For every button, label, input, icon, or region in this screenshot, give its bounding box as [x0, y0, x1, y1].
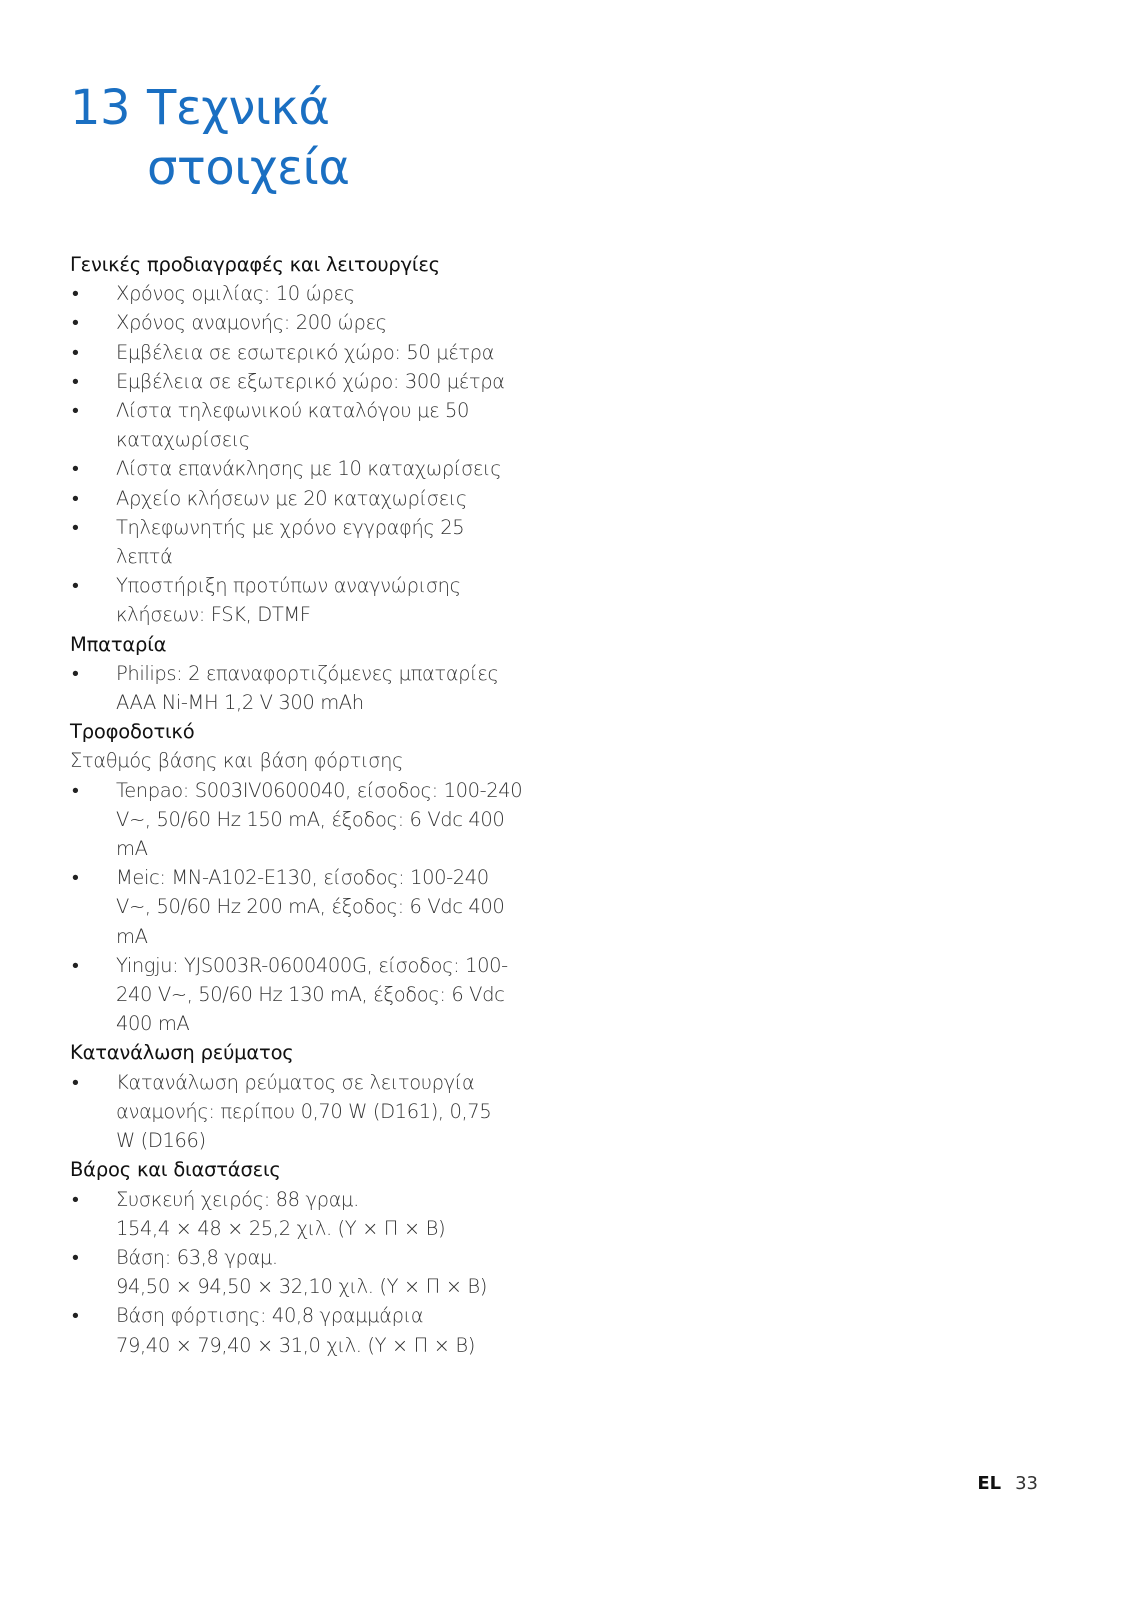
list-item-text: Λίστα επανάκλησης με 10 καταχωρίσεις — [116, 457, 502, 481]
list-item — [70, 1301, 530, 1359]
list-item — [70, 367, 530, 396]
list-item-text: Εμβέλεια σε εξωτερικό χώρο: 300 μέτρα — [116, 369, 505, 393]
bullet-mark: • — [72, 282, 79, 306]
list-item-text: Κατανάλωση ρεύματος σε λειτουργία — [116, 1070, 475, 1094]
section-heading-consumption: Κατανάλωση ρεύματος — [70, 1041, 294, 1065]
list-item — [70, 279, 530, 308]
spec-list-battery — [70, 659, 530, 717]
list-item — [70, 776, 530, 864]
list-item — [70, 571, 530, 629]
list-item — [70, 863, 530, 951]
list-item-text: αναμονής: περίπου 0,70 W (D161), 0,75 — [116, 1099, 492, 1123]
list-item — [70, 1243, 530, 1301]
bullet-mark: • — [72, 953, 79, 977]
spec-list-weight — [70, 1185, 530, 1360]
page-number: 33 — [1015, 1473, 1038, 1494]
chapter-title-line-1 — [70, 78, 349, 138]
list-item-text: Βάση φόρτισης: 40,8 γραμμάρια — [116, 1304, 424, 1328]
bullet-mark: • — [72, 778, 79, 802]
list-item-text: 94,50 × 94,50 × 32,10 χιλ. (Υ × Π × Β) — [116, 1275, 488, 1299]
section-heading-weight: Βάρος και διαστάσεις — [70, 1158, 281, 1182]
bullet-mark: • — [72, 574, 79, 598]
list-item-text: 79,40 × 79,40 × 31,0 χιλ. (Υ × Π × Β) — [116, 1333, 475, 1357]
bullet-mark: • — [72, 369, 79, 393]
section-heading-general: Γενικές προδιαγραφές και λειτουργίες — [70, 253, 440, 276]
list-item-text: καταχωρίσεις — [116, 428, 250, 452]
list-item — [70, 338, 530, 367]
bullet-mark: • — [72, 311, 79, 335]
chapter-title-line-2 — [70, 138, 349, 198]
list-item-text: Tenpao: S003IV0600040, είσοδος: 100-240 — [116, 778, 523, 802]
bullet-mark: • — [72, 486, 79, 510]
bullet-mark: • — [72, 661, 79, 685]
list-item-text: Yingju: YJS003R-0600400G, είσοδος: 100- — [116, 953, 508, 977]
chapter-title — [70, 78, 349, 198]
bullet-mark: • — [72, 1187, 79, 1211]
chapter-title-text-2: στοιχεία — [147, 140, 350, 196]
spec-list-power-supply — [70, 776, 530, 1039]
list-item-text: V~, 50/60 Hz 200 mA, έξοδος: 6 Vdc 400 — [116, 895, 505, 919]
list-item-text: Εμβέλεια σε εσωτερικό χώρο: 50 μέτρα — [116, 340, 495, 364]
page-footer — [977, 1473, 1038, 1494]
list-item-text: Υποστήριξη προτύπων αναγνώρισης — [116, 574, 461, 598]
list-item — [70, 1185, 530, 1243]
bullet-mark: • — [72, 1245, 79, 1269]
bullet-mark: • — [72, 515, 79, 539]
section-heading-power-supply: Τροφοδοτικό — [70, 720, 195, 744]
bullet-mark: • — [72, 457, 79, 481]
chapter-number: 13 — [70, 80, 131, 136]
list-item-text: mA — [116, 837, 148, 861]
bullet-mark: • — [72, 399, 79, 423]
section-heading-battery: Μπαταρία — [70, 632, 167, 656]
list-item — [70, 396, 530, 454]
list-item — [70, 308, 530, 337]
list-item — [70, 951, 530, 1039]
list-item-text: 400 mA — [116, 1012, 190, 1036]
list-item-text: V~, 50/60 Hz 150 mA, έξοδος: 6 Vdc 400 — [116, 807, 505, 831]
bullet-mark: • — [72, 1070, 79, 1094]
list-item-text: AAA Ni-MH 1,2 V 300 mAh — [116, 691, 364, 715]
list-item — [70, 454, 530, 483]
list-item-text: 240 V~, 50/60 Hz 130 mA, έξοδος: 6 Vdc — [116, 983, 505, 1007]
list-item-text: Χρόνος ομιλίας: 10 ώρες — [116, 282, 355, 306]
list-item-text: Βάση: 63,8 γραμ. — [116, 1245, 278, 1269]
list-item-text: Λίστα τηλεφωνικού καταλόγου με 50 — [116, 399, 470, 423]
list-item-text: κλήσεων: FSK, DTMF — [116, 603, 311, 627]
bullet-mark: • — [72, 340, 79, 364]
chapter-title-text-1: Τεχνικά — [147, 80, 330, 136]
spec-list-consumption — [70, 1068, 530, 1156]
list-item-text: Τηλεφωνητής με χρόνο εγγραφής 25 — [116, 515, 465, 539]
list-item-text: Χρόνος αναμονής: 200 ώρες — [116, 311, 387, 335]
list-item-text: 154,4 × 48 × 25,2 χιλ. (Υ × Π × Β) — [116, 1216, 446, 1240]
list-item — [70, 659, 530, 717]
list-item-text: Meic: MN-A102-E130, είσοδος: 100-240 — [116, 866, 489, 890]
list-item-text: Αρχείο κλήσεων με 20 καταχωρίσεις — [116, 486, 467, 510]
list-item — [70, 513, 530, 571]
bullet-mark: • — [72, 1304, 79, 1328]
power-supply-subline: Σταθμός βάσης και βάση φόρτισης — [70, 749, 404, 773]
spec-content — [70, 250, 530, 1360]
list-item-text: W (D166) — [116, 1129, 206, 1153]
list-item — [70, 1068, 530, 1156]
list-item-text: Philips: 2 επαναφορτιζόμενες μπαταρίες — [116, 661, 499, 685]
language-code: EL — [977, 1473, 1002, 1494]
spec-list-general — [70, 279, 530, 629]
bullet-mark: • — [72, 866, 79, 890]
list-item — [70, 484, 530, 513]
list-item-text: λεπτά — [116, 545, 173, 569]
list-item-text: Συσκευή χειρός: 88 γραμ. — [116, 1187, 359, 1211]
list-item-text: mA — [116, 924, 148, 948]
